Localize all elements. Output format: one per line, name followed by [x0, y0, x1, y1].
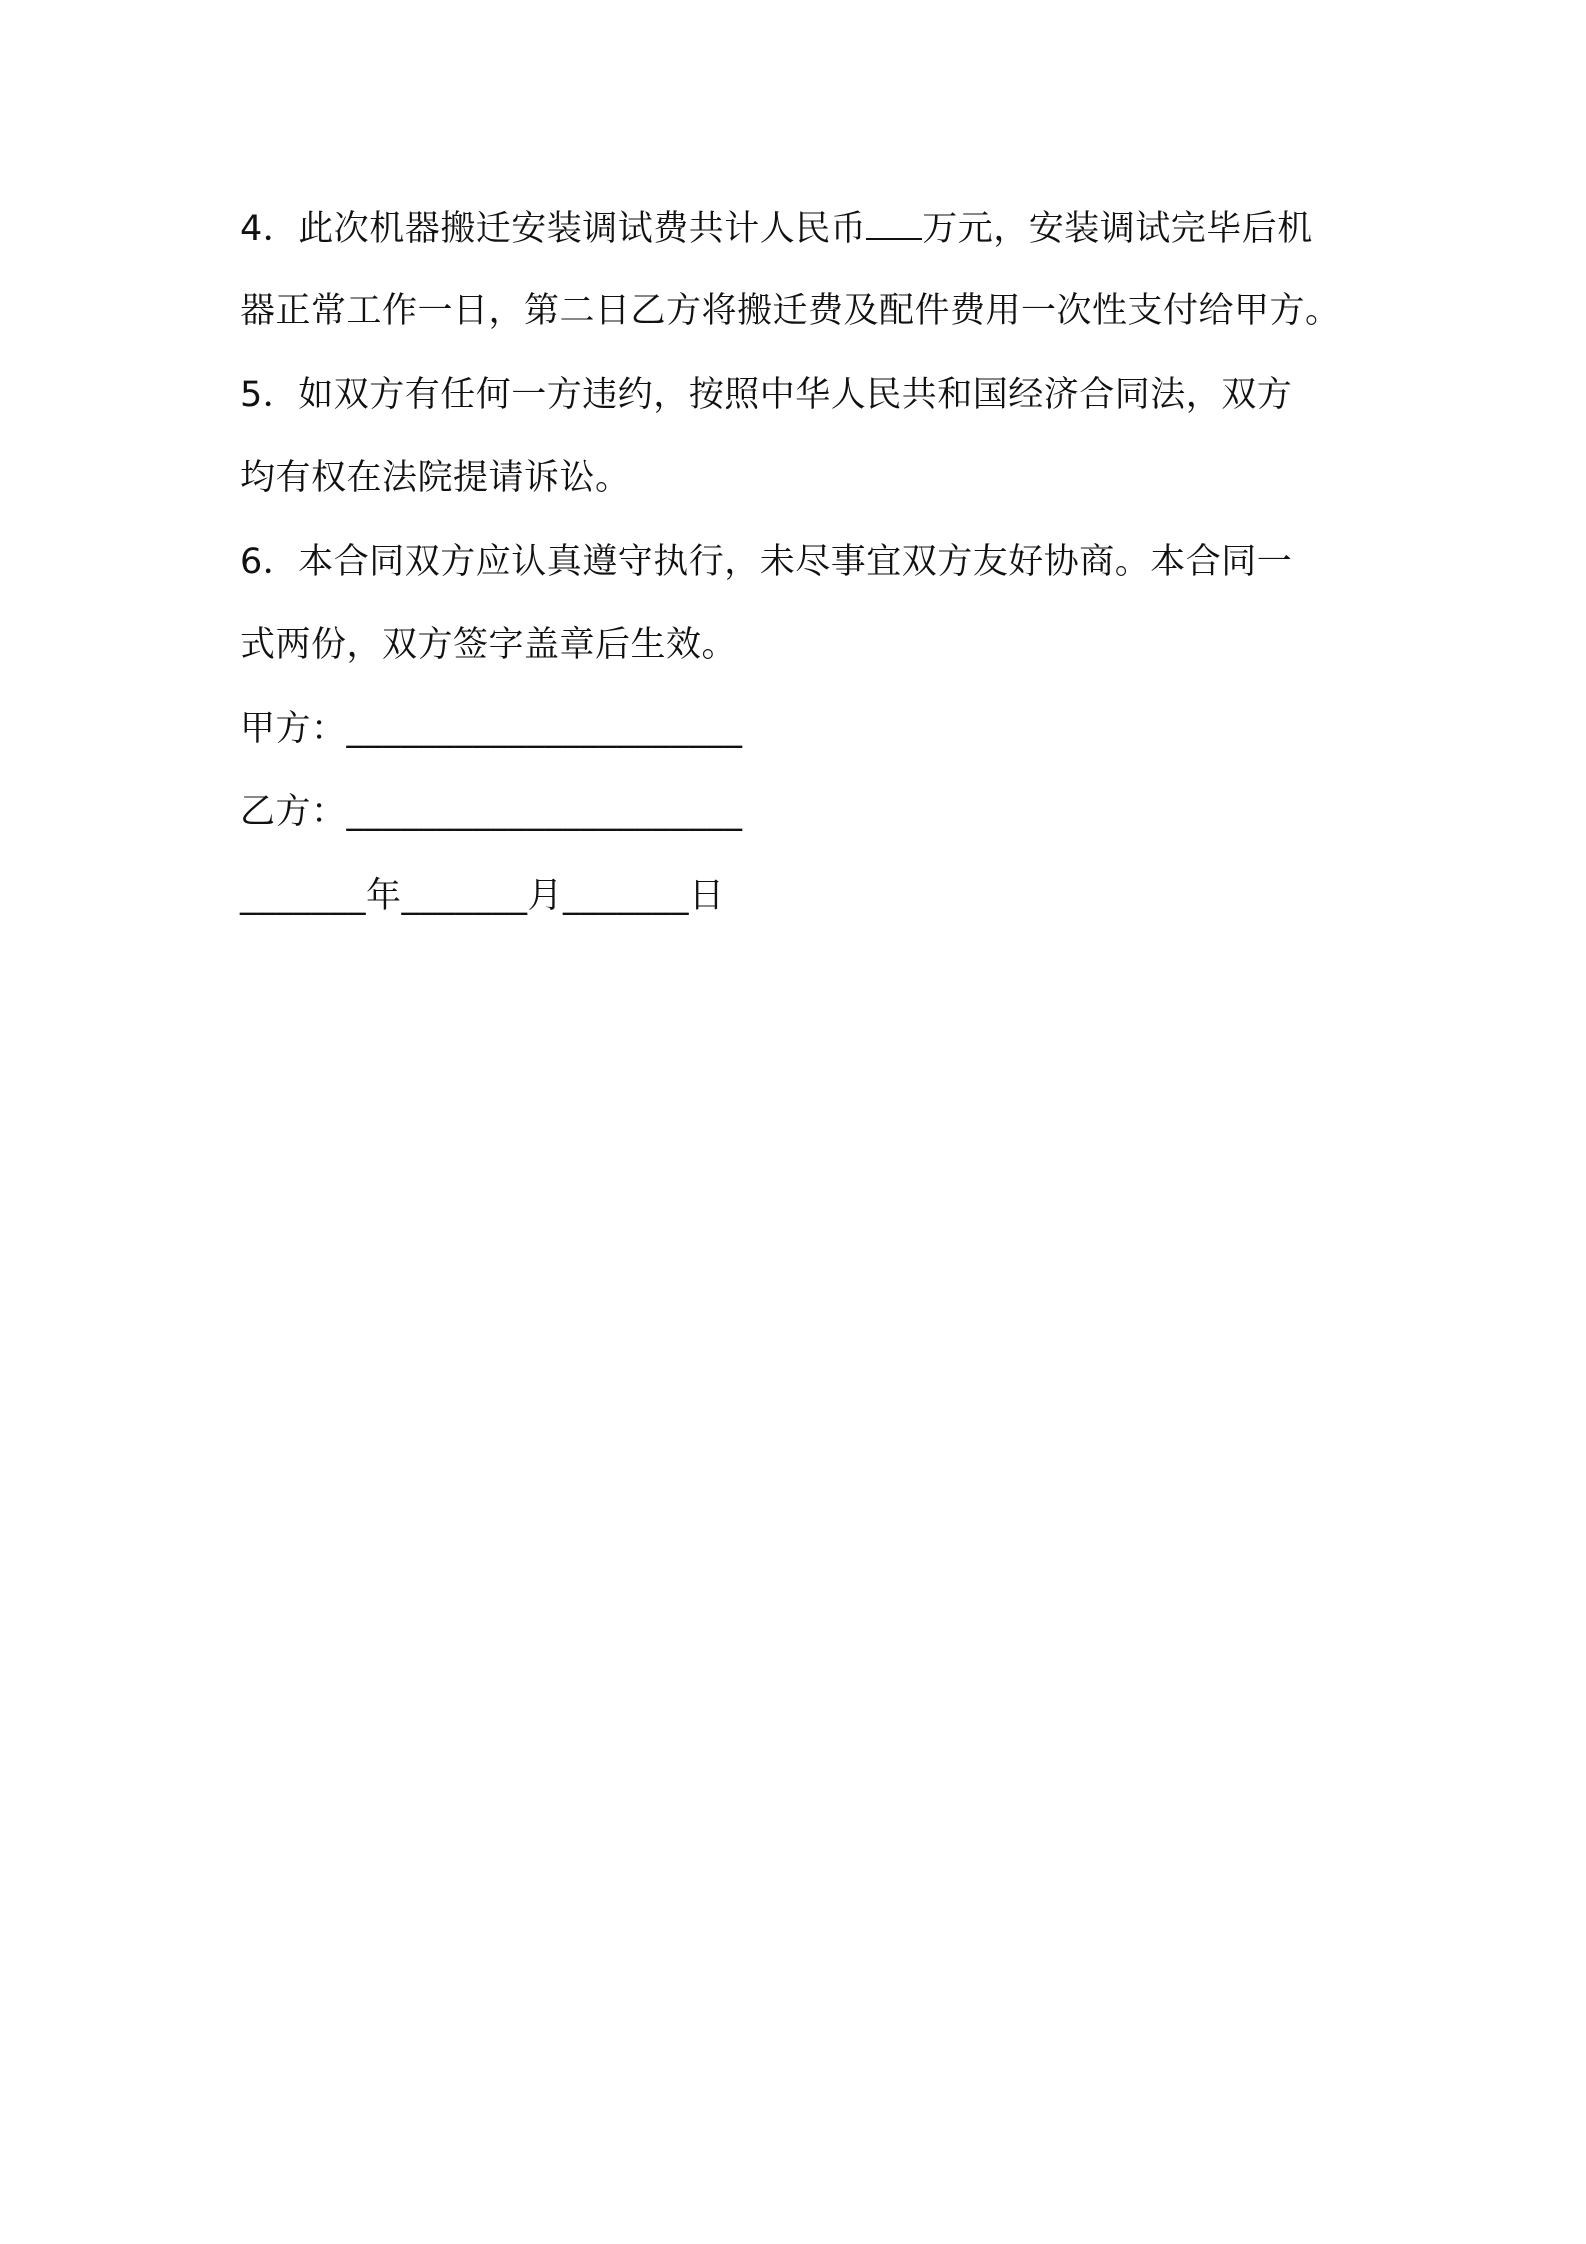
date-line: _______年_______月_______日	[240, 876, 725, 916]
clause-5-line-2: 均有权在法院提请诉讼。	[240, 458, 631, 498]
clause-4-line-1	[240, 205, 1313, 253]
clause-5-line-1: 5．如双方有任何一方违约，按照中华人民共和国经济合同法，双方	[240, 375, 1293, 415]
clause-4-text-before-blank: 4．此次机器搬迁安装调试费共计人民币	[240, 209, 867, 249]
clause-6-line-1: 6．本合同双方应认真遵守执行，未尽事宜双方友好协商。本合同一	[240, 542, 1293, 582]
clause-4-text-after-blank: 万元，安装调试完毕后机	[922, 209, 1313, 249]
party-b-signature-line: 乙方：______________________	[240, 792, 743, 832]
clause-6-line-2: 式两份，双方签字盖章后生效。	[240, 625, 738, 665]
party-a-signature-line: 甲方：______________________	[240, 709, 743, 749]
clause-4-line-2: 器正常工作一日，第二日乙方将搬迁费及配件费用一次性支付给甲方。	[240, 291, 1341, 331]
amount-blank	[866, 208, 922, 240]
